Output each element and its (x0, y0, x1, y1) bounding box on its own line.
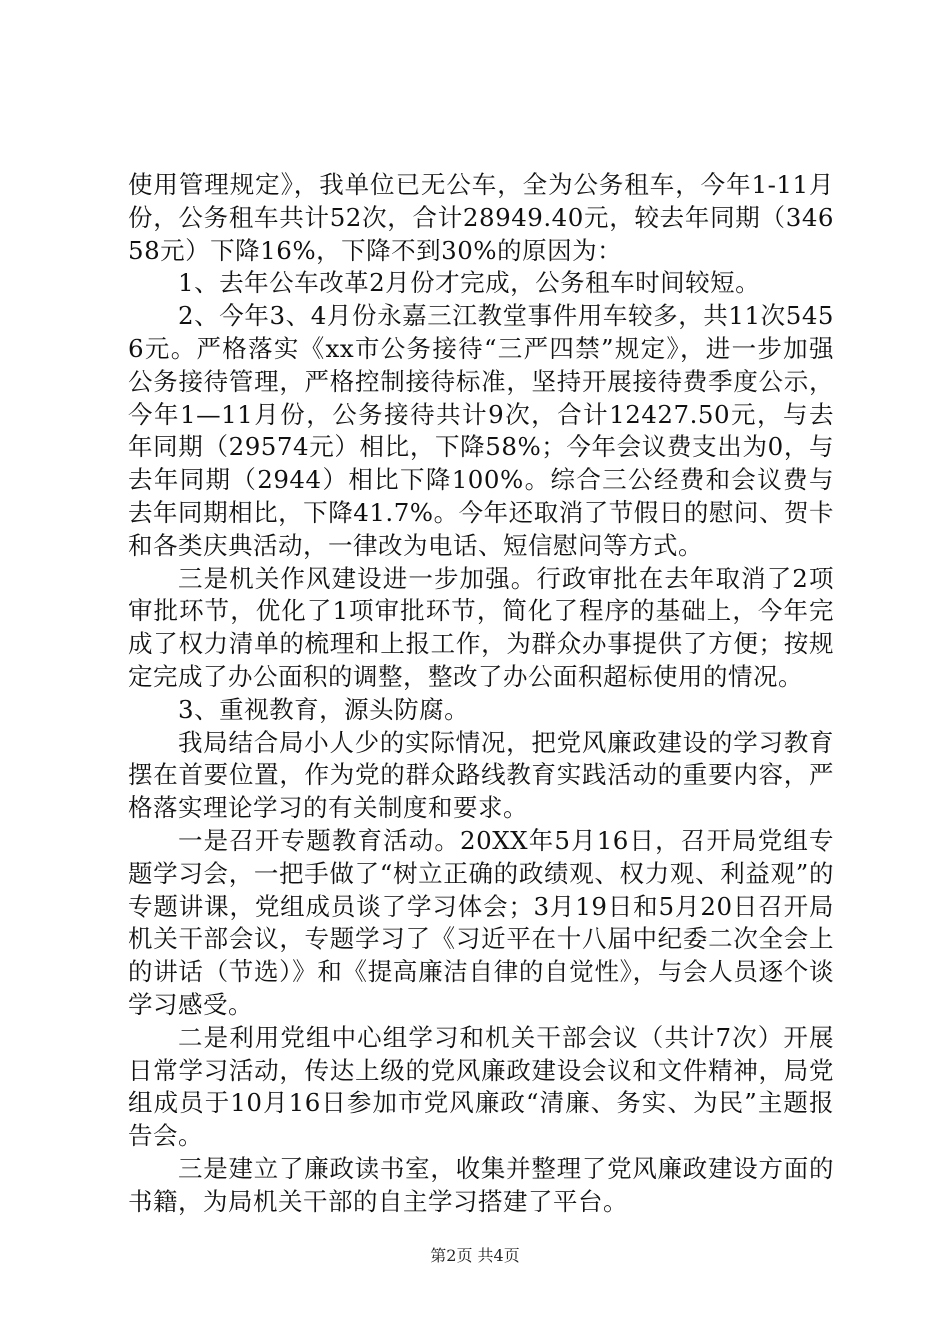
paragraph-education-intro: 我局结合局小人少的实际情况，把党风廉政建设的学习教育摆在首要位置，作为党的群众路线教育实践活动的重要内容，严格落实理论学习的有关制度和要求。 (128, 727, 834, 823)
paragraph-special-education: 一是召开专题教育活动。20XX年5月16日，召开局党组专题学习会，一把手做了“树立正确的政绩观、权力观、利益观”的专题讲课，党组成员谈了学习体会；3月19日和5月20日召开局机关干部会议，专题学习了《习近平在十八届中纪委二次全会上的讲话（节选）》和《提高廉洁自律的自觉性》，与会人员逐个谈学习感受。 (128, 825, 834, 1019)
paragraph-item-2: 2、今年3、4月份永嘉三江教堂事件用车较多，共11次5456元。严格落实《xx市公务接待“三严四禁”规定》，进一步加强公务接待管理，严格控制接待标准，坚持开展接待费季度公示，今年1—11月份，公务接待共计9次，合计12427.50元，与去年同期（29574元）相比，下降58%；今年会议费支出为0，与去年同期（2944）相比下降100%。综合三公经费和会议费与去年同期相比，下降41.7%。今年还取消了节假日的慰问、贺卡和各类庆典活动，一律改为电话、短信慰问等方式。 (128, 301, 834, 560)
paragraph-reading-room: 三是建立了廉政读书室，收集并整理了党风廉政建设方面的书籍，为局机关干部的自主学习搭建了平台。 (128, 1153, 834, 1216)
paragraph-daily-study: 二是利用党组中心组学习和机关干部会议（共计7次）开展日常学习活动，传达上级的党风廉政建设会议和文件精神，局党组成员于10月16日参加市党风廉政“清廉、务实、为民”主题报告会。 (128, 1022, 834, 1151)
paragraph-work-style: 三是机关作风建设进一步加强。行政审批在去年取消了2项审批环节，优化了1项审批环节，简化了程序的基础上，今年完成了权力清单的梳理和上报工作，为群众办事提供了方便；按规定完成了办公面积的调整，整改了办公面积超标使用的情况。 (128, 563, 834, 691)
document-body (128, 169, 834, 1219)
paragraph-continuation: 使用管理规定》，我单位已无公车，全为公务租车，今年1-11月份，公务租车共计52次，合计28949.40元，较去年同期（34658元）下降16%，下降不到30%的原因为： (128, 170, 834, 265)
page-number-footer: 第2页 共4页 (430, 1246, 520, 1265)
section-heading-education: 3、重视教育，源头防腐。 (178, 694, 470, 724)
paragraph-item-1: 1、去年公车改革2月份才完成，公务租车时间较短。 (178, 268, 761, 298)
